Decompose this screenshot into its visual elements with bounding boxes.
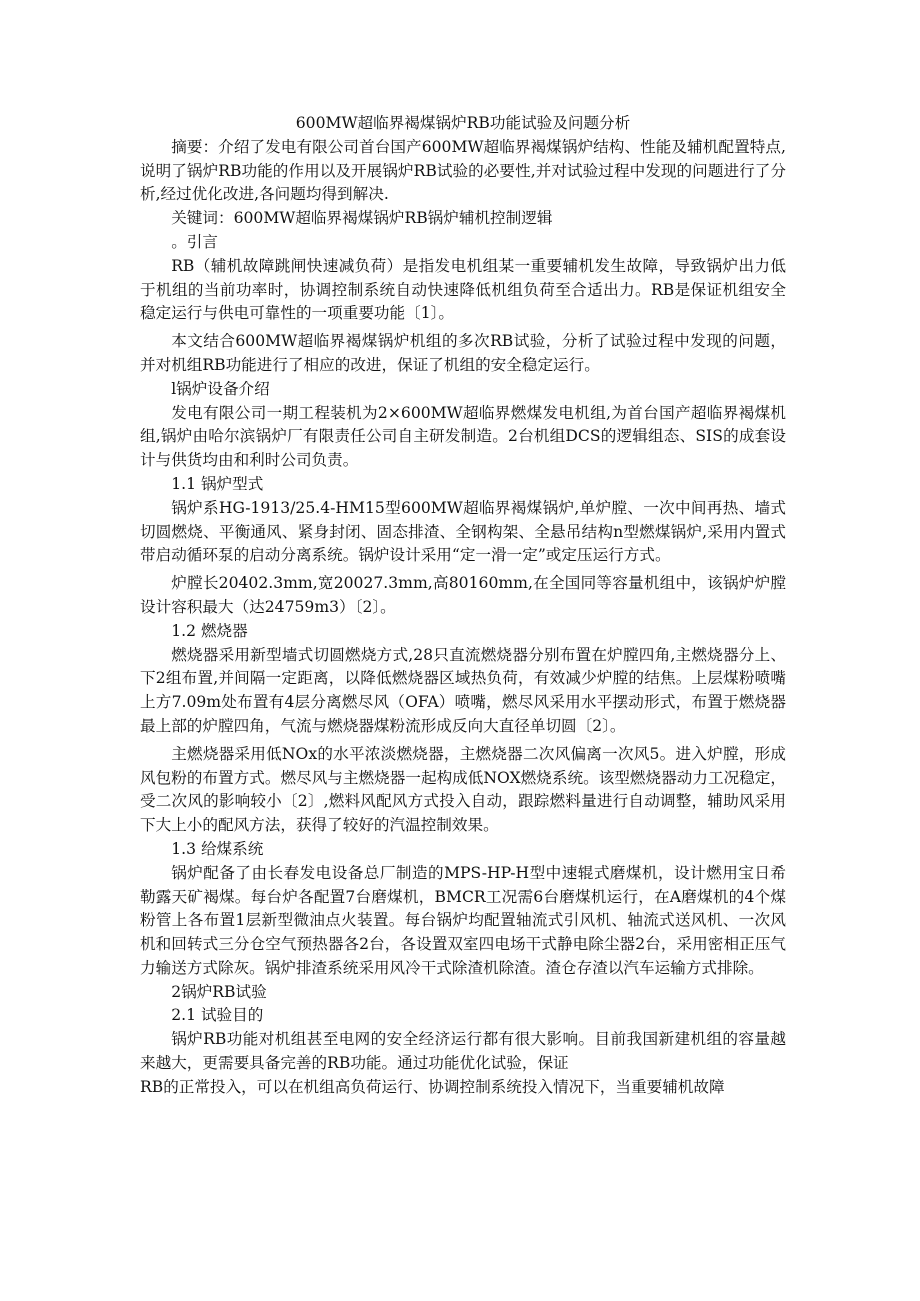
section-1-3-heading: 1.3 给煤系统 (171, 839, 264, 858)
section-2-1-paragraph-1: 锅炉RB功能对机组甚至电网的安全经济运行都有很大影响。目前我国新建机组的容量越来越大，更需要具备完善的RB功能。通过功能优化试验，保证 (140, 1030, 786, 1073)
intro-heading: 。引言 (171, 232, 218, 251)
section-1-2-paragraph-1: 燃烧器采用新型墙式切圆燃烧方式,28只直流燃烧器分别布置在炉膛四角,主燃烧器分上、下2组布置,并间隔一定距离，以降低燃烧器区域热负荷，有效减少炉膛的结焦。上层煤粉喷嘴上方7.09m处布置有4层分离燃尽风（OFA）喷嘴，燃尽风采用水平摆动形式，布置于燃烧器最上部的炉膛四角，气流与燃烧器煤粉流形成反向大直径单切圆〔2〕。 (140, 645, 786, 735)
document-page (140, 112, 786, 1100)
section-1-1-paragraph-1: 锅炉系HG-1913/25.4-HM15型600MW超临界褐煤锅炉,单炉膛、一次中间再热、墙式切圆燃烧、平衡通风、紧身封闭、固态排渣、全钢构架、全悬吊结构n型燃煤锅炉,采用内置式带启动循环泵的启动分离系统。锅炉设计采用“定一滑一定”或定压运行方式。 (140, 498, 786, 565)
section-1-2-paragraph-2: 主燃烧器采用低NOx的水平浓淡燃烧器，主燃烧器二次风偏离一次风5。进入炉膛，形成风包粉的布置方式。燃尽风与主燃烧器一起构成低NOX燃烧系统。该型燃烧器动力工况稳定，受二次风的影响较小〔2〕,燃料风配风方式投入自动，跟踪燃料量进行自动调整，辅助风采用下大上小的配风方法，获得了较好的汽温控制效果。 (140, 744, 786, 835)
section-2-1-heading: 2.1 试验目的 (171, 1006, 264, 1025)
abstract-paragraph: 摘要：介绍了发电有限公司首台国产600MW超临界褐煤锅炉结构、性能及辅机配置特点,说明了锅炉RB功能的作用以及开展锅炉RB试验的必要性,并对试验过程中发现的问题进行了分析,经过优化改进,各问题均得到解决. (140, 137, 786, 204)
section-1-2-heading: 1.2 燃烧器 (171, 621, 248, 640)
section-1-3-paragraph: 锅炉配备了由长春发电设备总厂制造的MPS-HP-H型中速辊式磨煤机，设计燃用宝日希勒露天矿褐煤。每台炉各配置7台磨煤机，BMCR工况需6台磨煤机运行，在A磨煤机的4个煤粉管上各布置1层新型微油点火装置。每台锅炉均配置轴流式引风机、轴流式送风机、一次风机和回转式三分仓空气预热器各2台，各设置双室四电场干式静电除尘器2台，采用密相正压气力输送方式除灰。锅炉排渣系统采用风冷干式除渣机除渣。渣仓存渣以汽车运输方式排除。 (140, 863, 786, 977)
section-1-paragraph: 发电有限公司一期工程装机为2×600MW超临界燃煤发电机组,为首台国产超临界褐煤机组,锅炉由哈尔滨锅炉厂有限责任公司自主研发制造。2台机组DCS的逻辑组态、SIS的成套设计与供货均由和利时公司负责。 (140, 403, 786, 470)
section-1-heading: l锅炉设备介绍 (171, 379, 270, 398)
document-title: 600MW超临界褐煤锅炉RB功能试验及问题分析 (295, 114, 631, 132)
intro-paragraph-2: 本文结合600MW超临界褐煤锅炉机组的多次RB试验，分析了试验过程中发现的问题，并对机组RB功能进行了相应的改进，保证了机组的安全稳定运行。 (140, 332, 786, 374)
keywords-line: 关键词：600MW超临界褐煤锅炉RB锅炉辅机控制逻辑 (171, 209, 553, 228)
intro-paragraph-1: RB（辅机故障跳闸快速减负荷）是指发电机组某一重要辅机发生故障，导致锅炉出力低于机组的当前功率时，协调控制系统自动快速降低机组负荷至合适出力。RB是保证机组安全稳定运行与供电可靠性的一项重要功能〔1〕。 (140, 256, 786, 323)
section-1-1-paragraph-2: 炉膛长20402.3mm,宽20027.3mm,高80160mm,在全国同等容量机组中，该锅炉炉膛设计容积最大（达24759m3）〔2〕。 (140, 574, 786, 616)
section-2-1-paragraph-2: RB的正常投入，可以在机组高负荷运行、协调控制系统投入情况下，当重要辅机故障 (140, 1077, 725, 1096)
section-1-1-heading: 1.1 锅炉型式 (171, 474, 264, 493)
section-2-heading: 2锅炉RB试验 (171, 982, 267, 1001)
